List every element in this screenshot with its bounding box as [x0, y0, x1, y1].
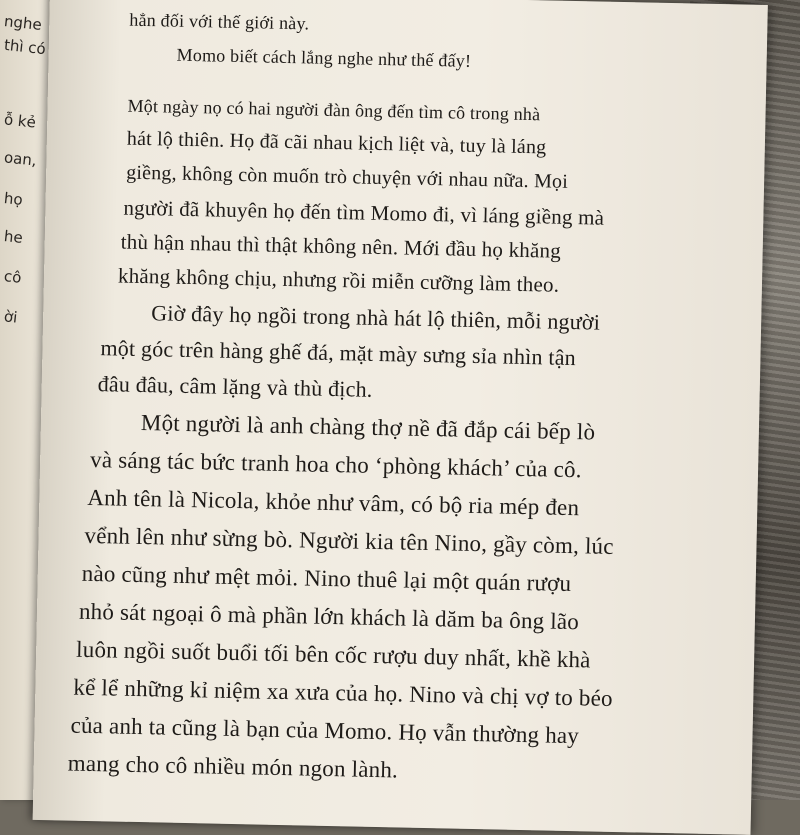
text-line: đâu đâu, câm lặng và thù địch.: [97, 371, 373, 402]
text-line: nhỏ sát ngoại ô mà phần lớn khách là dăm ba ông lão: [78, 598, 580, 635]
text-line: một góc trên hàng ghế đá, mặt mày sưng sỉa nhìn tận: [100, 335, 577, 371]
previous-page-fragment: thì có: [3, 35, 47, 59]
text-line: hẳn đối với thế giới này.: [129, 9, 310, 34]
book-page: [33, 0, 768, 835]
previous-page-fragment: ời: [3, 307, 19, 327]
text-line: mang cho cô nhiều món ngon lành.: [67, 750, 399, 783]
text-line: kể lể những kỉ niệm xa xưa của họ. Nino và chị vợ to béo: [73, 674, 614, 711]
text-line: Anh tên là Nicola, khỏe như vâm, có bộ ria mép đen: [87, 484, 580, 521]
text-line: của anh ta cũng là bạn của Momo. Họ vẫn thường hay: [70, 712, 580, 749]
text-line: Momo biết cách lắng nghe như thế đấy!: [176, 44, 472, 71]
paragraph-first-line: Một người là anh chàng thợ nề đã đắp cái bếp lò: [140, 410, 596, 445]
text-line: thù hận nhau thì thật không nên. Mới đầu họ khăng: [120, 229, 562, 263]
text-line: nào cũng như mệt mỏi. Nino thuê lại một quán rượu: [81, 560, 572, 597]
text-line: và sáng tác bức tranh hoa cho ‘phòng khách’ của cô.: [89, 446, 582, 483]
text-line: giềng, không còn muốn trò chuyện với nhau nữa. Mọi: [125, 161, 569, 193]
paragraph-first-line: Giờ đây họ ngồi trong nhà hát lộ thiên, mỗi người: [151, 300, 601, 335]
previous-page-fragment: nghe: [3, 12, 43, 34]
text-line: người đã khuyên họ đến tìm Momo đi, vì láng giềng mà: [123, 195, 605, 230]
previous-page-fragment: họ: [3, 189, 24, 209]
text-line: vểnh lên như sừng bò. Người kia tên Nino, gầy còm, lúc: [84, 522, 614, 559]
paragraph-first-line: Một ngày nọ có hai người đàn ông đến tìm cô trong nhà: [127, 95, 541, 125]
previous-page-fragment: he: [3, 227, 24, 247]
previous-page-fragment: cô: [3, 267, 23, 287]
text-line: khăng không chịu, nhưng rồi miễn cưỡng làm theo.: [117, 263, 560, 297]
previous-page-fragment: ỗ kẻ: [3, 110, 37, 132]
text-line: hát lộ thiên. Họ đã cãi nhau kịch liệt và, tuy là láng: [126, 127, 547, 159]
text-line: luôn ngồi suốt buổi tối bên cốc rượu duy nhất, khề khà: [75, 636, 591, 673]
previous-page-fragment: oan,: [3, 148, 38, 170]
